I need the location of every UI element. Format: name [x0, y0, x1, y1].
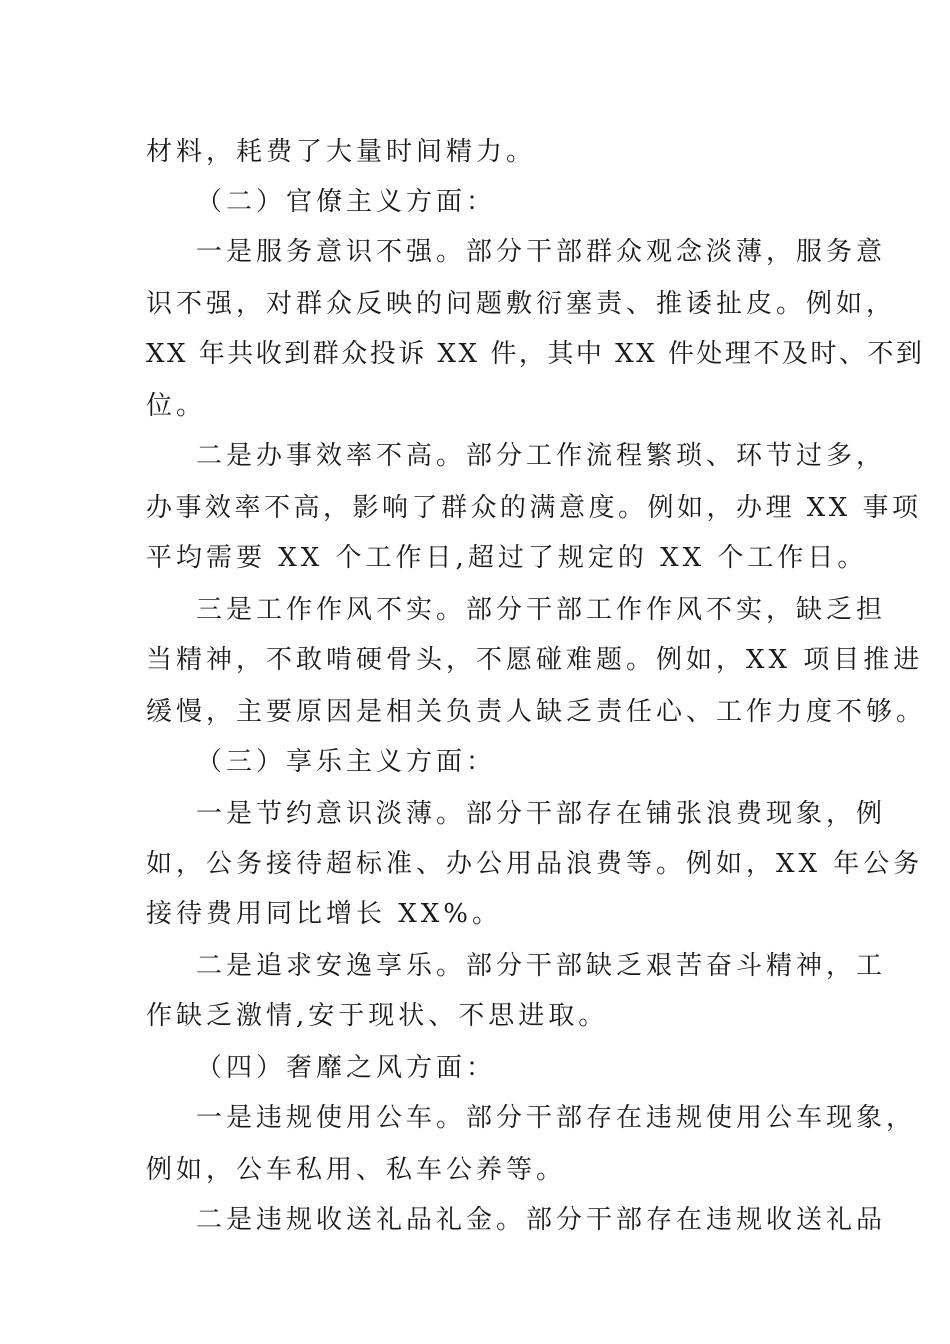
paragraph-line: 三是工作作风不实。部分干部工作作风不实，缺乏担: [196, 595, 887, 625]
paragraph-line: 作缺乏激情,安于现状、不思进取。: [146, 1001, 609, 1031]
paragraph-line: 识不强，对群众反映的问题敷衍塞责、推诿扯皮。例如，: [146, 289, 897, 319]
paragraph-line: 缓慢，主要原因是相关负责人缺乏责任心、工作力度不够。: [146, 697, 927, 727]
paragraph-line: 接待费用同比增长 XX%。: [146, 899, 502, 929]
paragraph-line: XX 年共收到群众投诉 XX 件，其中 XX 件处理不及时、不到: [146, 339, 925, 369]
section-heading: （四）奢靡之风方面：: [196, 1053, 497, 1083]
paragraph-line: 平均需要 XX 个工作日,超过了规定的 XX 个工作日。: [146, 543, 868, 573]
paragraph-line: 一是服务意识不强。部分干部群众观念淡薄，服务意: [196, 237, 887, 267]
section-heading: （三）享乐主义方面：: [196, 747, 497, 777]
paragraph-line: 二是违规收送礼品礼金。部分干部存在违规收送礼品: [196, 1205, 887, 1235]
paragraph-line: 位。: [146, 391, 207, 421]
paragraph-line: 办事效率不高，影响了群众的满意度。例如，办理 XX 事项: [146, 493, 922, 523]
paragraph-line: 如，公务接待超标准、办公用品浪费等。例如，XX 年公务: [146, 849, 924, 879]
paragraph-line: 一是违规使用公车。部分干部存在违规使用公车现象，: [196, 1103, 917, 1133]
paragraph-line: 当精神，不敢啃硬骨头，不愿碰难题。例如，XX 项目推进: [146, 645, 924, 675]
paragraph-line: 二是追求安逸享乐。部分干部缺乏艰苦奋斗精神，工: [196, 951, 887, 981]
paragraph-line: 材料，耗费了大量时间精力。: [146, 137, 537, 167]
paragraph-line: 一是节约意识淡薄。部分干部存在铺张浪费现象，例: [196, 799, 887, 829]
section-heading: （二）官僚主义方面：: [196, 187, 497, 217]
paragraph-line: 二是办事效率不高。部分工作流程繁琐、环节过多，: [196, 441, 887, 471]
paragraph-line: 例如，公车私用、私车公养等。: [146, 1155, 567, 1185]
